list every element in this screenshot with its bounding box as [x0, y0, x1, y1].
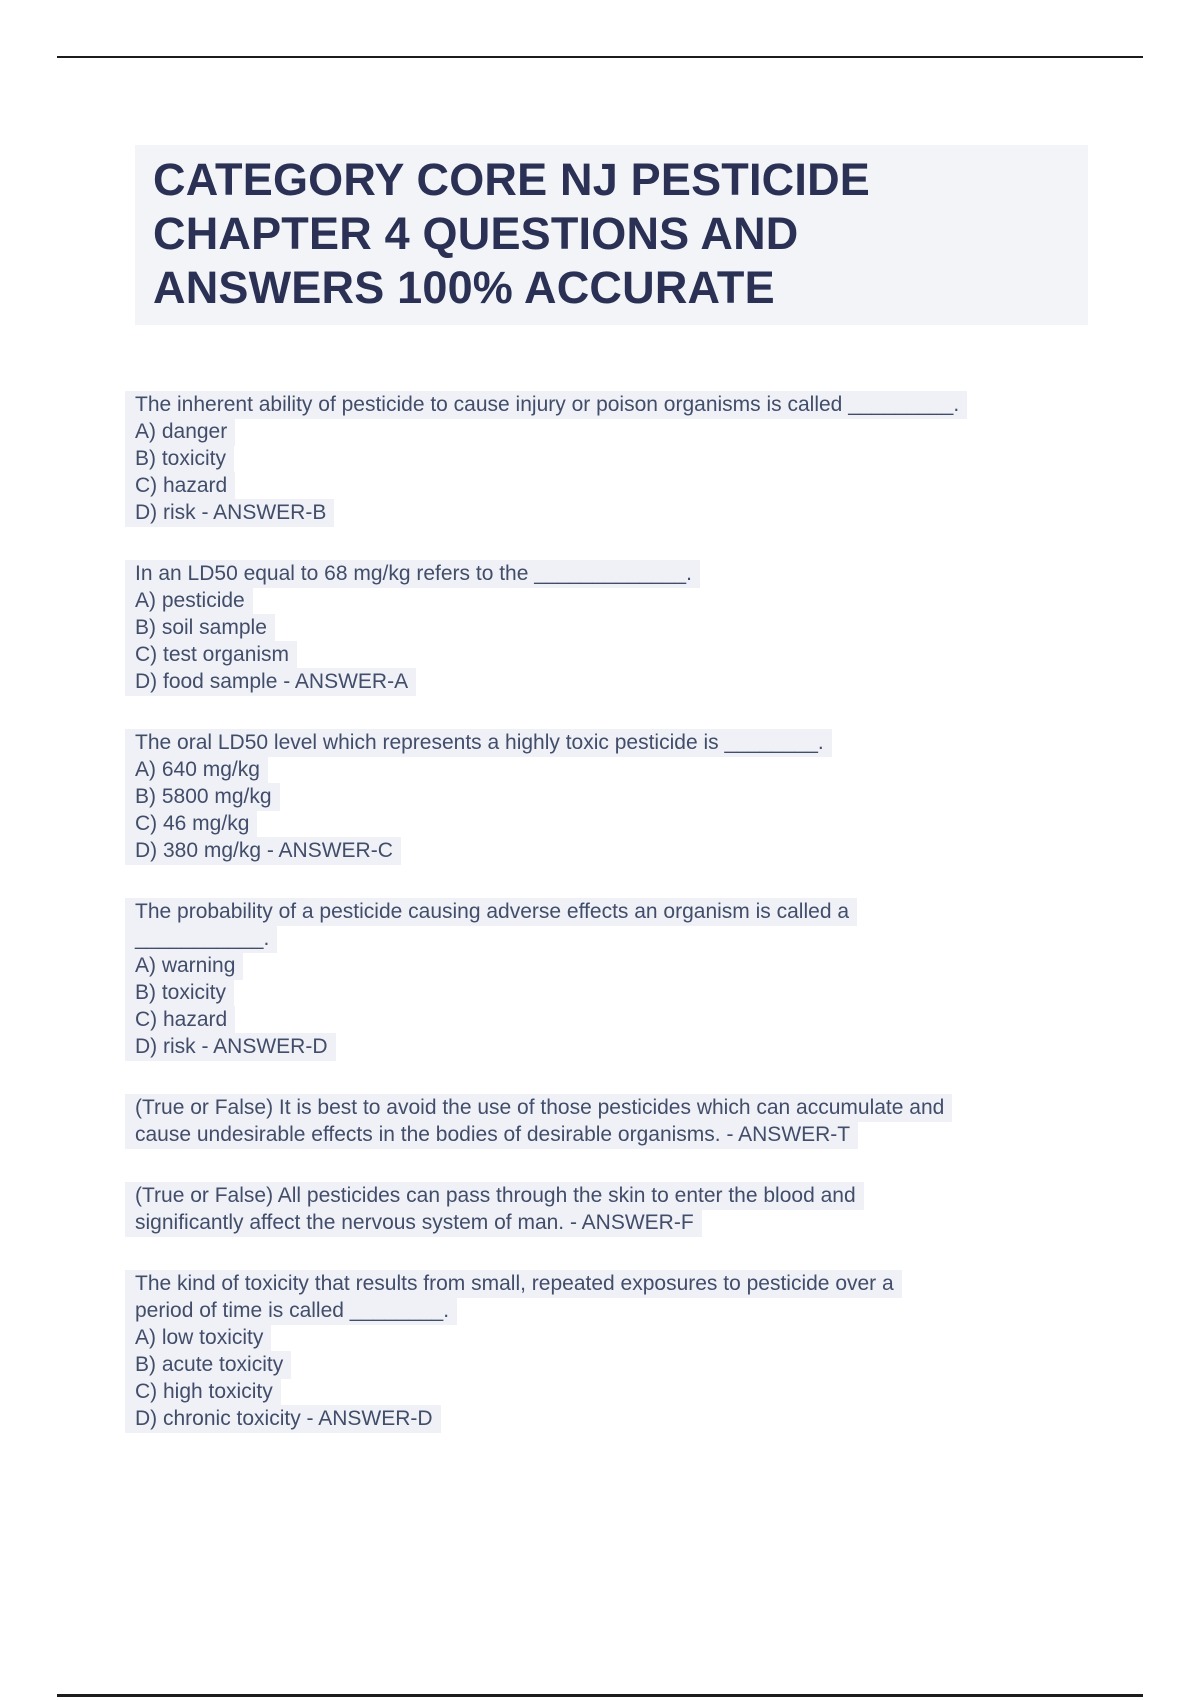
- text-highlight: D) chronic toxicity - ANSWER-D: [125, 1405, 441, 1433]
- text-highlight: C) high toxicity: [125, 1378, 281, 1406]
- question-block: [135, 1182, 1145, 1236]
- text-highlight: cause undesirable effects in the bodies of desirable organisms. - ANSWER-T: [125, 1121, 858, 1149]
- text-highlight: B) toxicity: [125, 445, 234, 473]
- text-highlight: The inherent ability of pesticide to cause injury or poison organisms is called _________.: [125, 391, 967, 419]
- page-title: [135, 145, 1088, 325]
- question-text-line: [135, 1270, 1145, 1297]
- text-highlight: (True or False) It is best to avoid the use of those pesticides which can accumulate and: [125, 1094, 952, 1122]
- answer-option-line: [135, 587, 1145, 614]
- answer-option-line: [135, 783, 1145, 810]
- text-highlight: B) 5800 mg/kg: [125, 783, 280, 811]
- text-highlight: D) risk - ANSWER-D: [125, 1033, 336, 1061]
- text-highlight: D) risk - ANSWER-B: [125, 499, 334, 527]
- text-highlight: C) hazard: [125, 1006, 235, 1034]
- answer-option-line: [135, 668, 1145, 695]
- answer-option-line: [135, 445, 1145, 472]
- text-highlight: A) warning: [125, 952, 243, 980]
- answer-option-line: [135, 1006, 1145, 1033]
- text-highlight: The oral LD50 level which represents a highly toxic pesticide is ________.: [125, 729, 832, 757]
- answer-option-line: [135, 979, 1145, 1006]
- text-highlight: ___________.: [125, 925, 277, 953]
- answer-option-line: [135, 756, 1145, 783]
- page-title-line: ANSWERS 100% ACCURATE: [153, 262, 775, 313]
- question-block: [135, 729, 1145, 864]
- question-block: [135, 898, 1145, 1060]
- answer-option-line: [135, 1351, 1145, 1378]
- answer-option-line: [135, 952, 1145, 979]
- answer-option-line: [135, 1378, 1145, 1405]
- top-page-rule: [57, 56, 1143, 58]
- question-text-line: [135, 1297, 1145, 1324]
- question-text-line: [135, 560, 1145, 587]
- question-text-line: [135, 898, 1145, 925]
- question-text-line: [135, 1209, 1145, 1236]
- text-highlight: A) 640 mg/kg: [125, 756, 268, 784]
- text-highlight: In an LD50 equal to 68 mg/kg refers to the _____________.: [125, 560, 700, 588]
- text-highlight: The kind of toxicity that results from small, repeated exposures to pesticide over a: [125, 1270, 902, 1298]
- text-highlight: A) danger: [125, 418, 235, 446]
- text-highlight: D) 380 mg/kg - ANSWER-C: [125, 837, 401, 865]
- answer-option-line: [135, 1324, 1145, 1351]
- question-text-line: [135, 1182, 1145, 1209]
- text-highlight: The probability of a pesticide causing adverse effects an organism is called a: [125, 898, 857, 926]
- text-highlight: A) low toxicity: [125, 1324, 271, 1352]
- text-highlight: B) acute toxicity: [125, 1351, 291, 1379]
- text-highlight: C) test organism: [125, 641, 297, 669]
- question-text-line: [135, 391, 1145, 418]
- questions-list: [135, 391, 1145, 1432]
- text-highlight: significantly affect the nervous system of man. - ANSWER-F: [125, 1209, 702, 1237]
- answer-option-line: [135, 810, 1145, 837]
- answer-option-line: [135, 641, 1145, 668]
- question-block: [135, 1094, 1145, 1148]
- question-text-line: [135, 1121, 1145, 1148]
- answer-option-line: [135, 837, 1145, 864]
- answer-option-line: [135, 1033, 1145, 1060]
- question-block: [135, 391, 1145, 526]
- answer-option-line: [135, 418, 1145, 445]
- question-text-line: [135, 1094, 1145, 1121]
- text-highlight: B) toxicity: [125, 979, 234, 1007]
- text-highlight: period of time is called ________.: [125, 1297, 457, 1325]
- question-text-line: [135, 729, 1145, 756]
- text-highlight: C) 46 mg/kg: [125, 810, 257, 838]
- page-title-line: CATEGORY CORE NJ PESTICIDE: [153, 154, 870, 205]
- text-highlight: (True or False) All pesticides can pass through the skin to enter the blood and: [125, 1182, 864, 1210]
- text-highlight: B) soil sample: [125, 614, 275, 642]
- answer-option-line: [135, 1405, 1145, 1432]
- question-text-line: [135, 925, 1145, 952]
- question-block: [135, 1270, 1145, 1432]
- answer-option-line: [135, 499, 1145, 526]
- text-highlight: C) hazard: [125, 472, 235, 500]
- text-highlight: A) pesticide: [125, 587, 253, 615]
- question-block: [135, 560, 1145, 695]
- text-highlight: D) food sample - ANSWER-A: [125, 668, 416, 696]
- bottom-page-rule: [57, 1694, 1143, 1697]
- page-title-line: CHAPTER 4 QUESTIONS AND: [153, 208, 799, 259]
- answer-option-line: [135, 472, 1145, 499]
- answer-option-line: [135, 614, 1145, 641]
